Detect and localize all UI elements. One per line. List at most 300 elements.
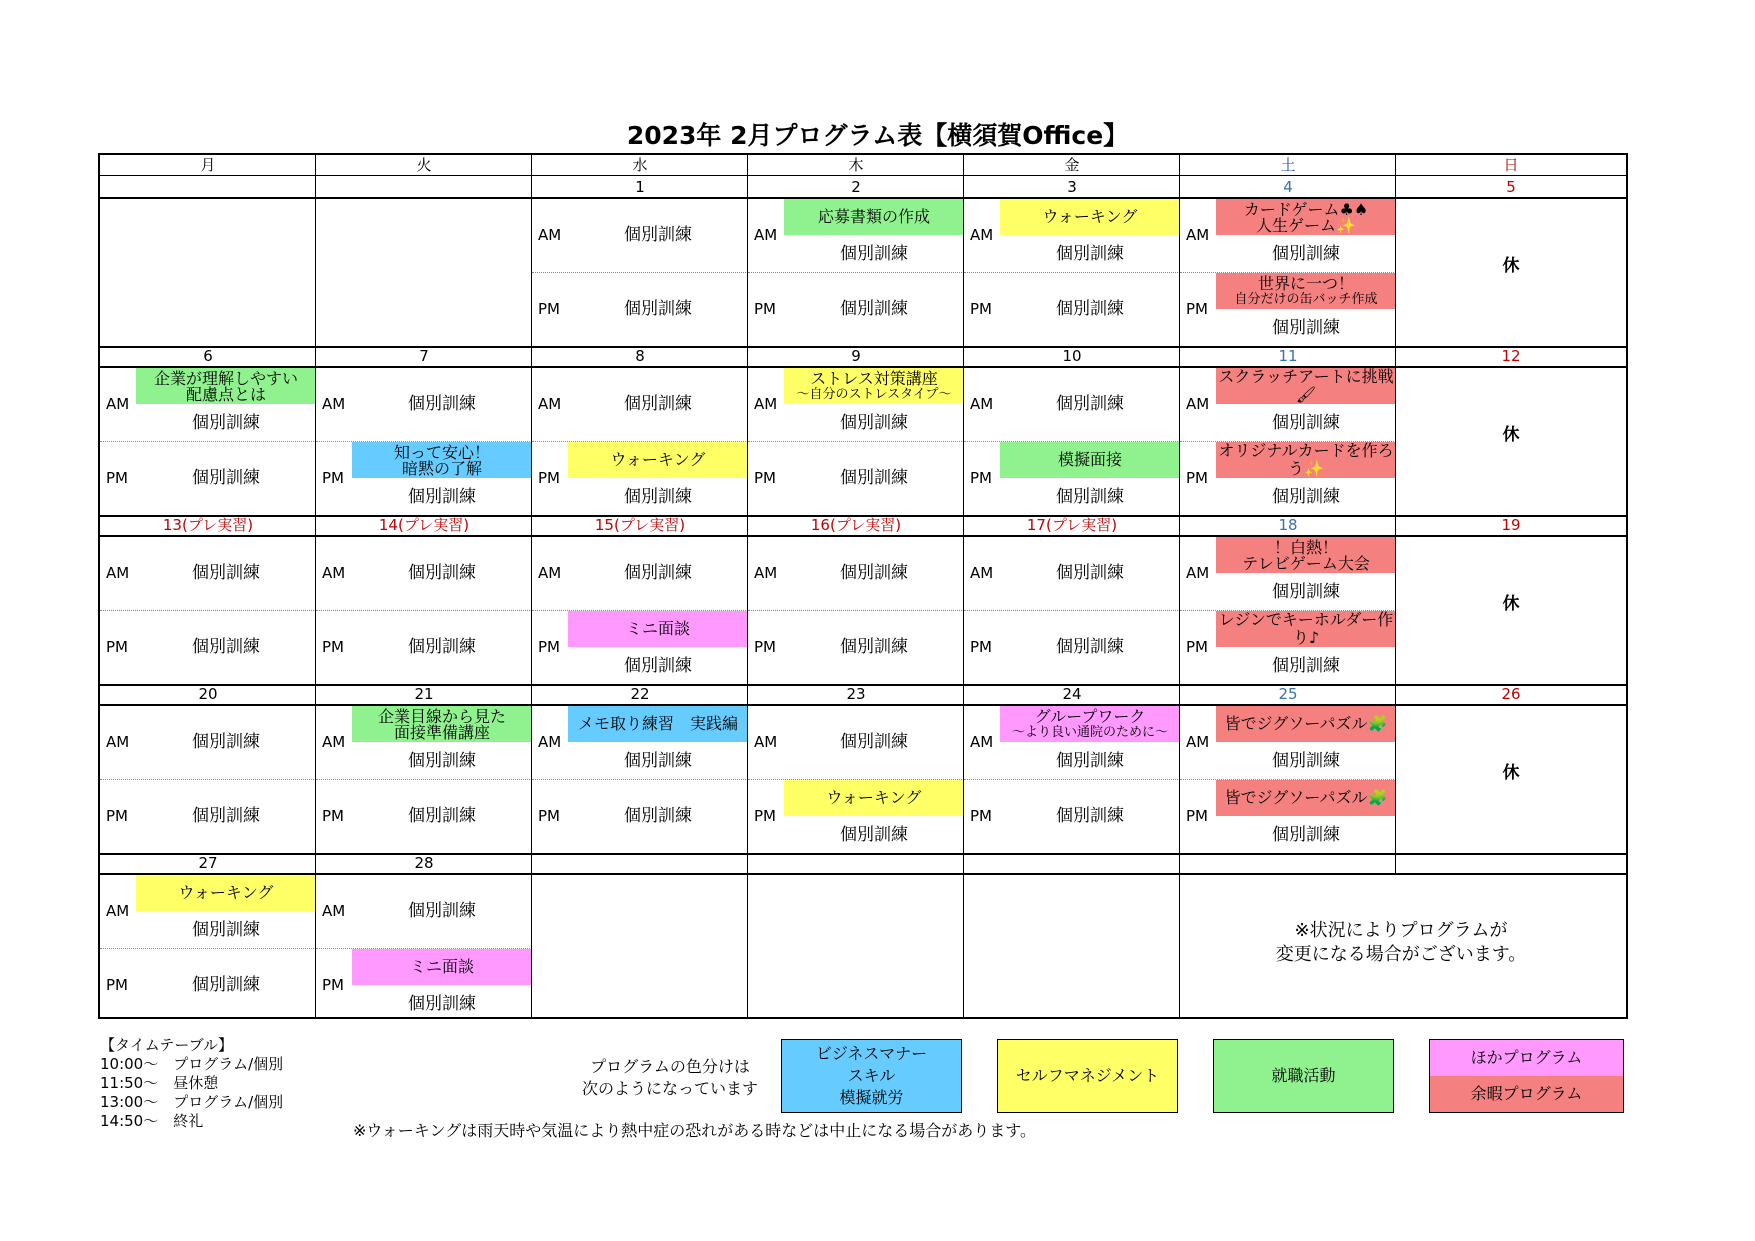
legend-label: 余暇プログラム — [1470, 1084, 1583, 1103]
date-label: 10 — [1062, 347, 1082, 365]
pm-label: PM — [754, 300, 776, 318]
individual-training: 個別訓練 — [624, 299, 692, 319]
am-slot — [532, 537, 748, 611]
holiday-mark: 休 — [1502, 594, 1520, 614]
program-band — [1000, 706, 1180, 742]
date-label: 14(プレ実習) — [378, 516, 470, 534]
date-label: 20 — [198, 685, 218, 703]
grid-line — [531, 155, 532, 853]
day-cell — [100, 706, 316, 853]
date-label: 15(プレ実習) — [594, 516, 686, 534]
program-title: 模擬面接 — [1057, 450, 1122, 469]
am-slot — [748, 537, 964, 611]
holiday-mark: 休 — [1502, 425, 1520, 445]
program-band — [136, 875, 316, 911]
pm-label: PM — [754, 807, 776, 825]
note-line: 変更になる場合がございます。 — [1275, 944, 1527, 965]
am-slot — [748, 368, 964, 442]
individual-training: 個別訓練 — [840, 468, 908, 488]
pm-label: PM — [1186, 807, 1208, 825]
pm-slot — [964, 442, 1180, 515]
pm-label: PM — [1186, 638, 1208, 656]
program-band — [784, 368, 964, 404]
program-band — [568, 611, 748, 647]
am-slot — [100, 368, 316, 442]
program-title: 企業目線から見た — [377, 707, 506, 726]
individual-training: 個別訓練 — [624, 751, 692, 771]
am-label: AM — [106, 902, 130, 920]
schedule-change-note — [1178, 919, 1624, 967]
pm-slot — [532, 611, 748, 684]
time-table-row: 14:50～ 終礼 — [100, 1112, 204, 1130]
date-label: 23 — [846, 685, 866, 703]
date-label: 1 — [635, 178, 645, 196]
am-slot — [1180, 199, 1396, 273]
am-slot — [316, 368, 532, 442]
pm-label: PM — [106, 469, 128, 487]
legend-job-hunting — [1213, 1039, 1394, 1113]
am-label: AM — [538, 564, 562, 582]
pm-label: PM — [322, 638, 344, 656]
individual-training: 個別訓練 — [1056, 751, 1124, 771]
program-title: オリジナルカードを作ろう✨ — [1218, 441, 1394, 478]
am-label: AM — [322, 733, 346, 751]
legend-label: ビジネスマナー — [815, 1044, 928, 1063]
program-title: ストレス対策講座 — [810, 369, 938, 388]
individual-training: 個別訓練 — [1056, 394, 1124, 414]
am-slot — [1180, 706, 1396, 780]
date-label: 19 — [1501, 516, 1521, 534]
individual-training: 個別訓練 — [1056, 487, 1124, 507]
pm-label: PM — [538, 469, 560, 487]
individual-training: 個別訓練 — [408, 751, 476, 771]
am-label: AM — [538, 395, 562, 413]
pm-label: PM — [970, 469, 992, 487]
am-slot — [532, 199, 748, 273]
individual-training: 個別訓練 — [840, 732, 908, 752]
am-label: AM — [1186, 395, 1210, 413]
date-label: 11 — [1278, 347, 1298, 365]
am-slot — [748, 706, 964, 780]
date-label: 2 — [851, 178, 861, 196]
program-band — [568, 442, 748, 478]
pm-slot — [1180, 273, 1396, 346]
note-line: ※状況によりプログラムが — [1294, 920, 1508, 941]
pm-label: PM — [1186, 300, 1208, 318]
individual-training: 個別訓練 — [624, 225, 692, 245]
individual-training: 個別訓練 — [408, 994, 476, 1014]
weekday-header: 水 — [632, 156, 648, 174]
pm-slot — [748, 442, 964, 515]
day-cell — [316, 706, 532, 853]
am-slot — [964, 537, 1180, 611]
day-cell — [748, 537, 964, 684]
program-title: スクラッチアートに挑戦🖌 — [1218, 367, 1394, 404]
am-label: AM — [1186, 564, 1210, 582]
pm-label: PM — [322, 807, 344, 825]
grid-line — [315, 155, 316, 853]
am-label: AM — [970, 564, 994, 582]
date-label: 18 — [1278, 516, 1298, 534]
program-title: ウォーキング — [826, 788, 922, 807]
program-subtitle: 自分だけの缶バッチ作成 — [1234, 292, 1378, 307]
pm-label: PM — [754, 469, 776, 487]
pm-slot — [532, 442, 748, 515]
pm-label: PM — [322, 976, 344, 994]
am-label: AM — [754, 564, 778, 582]
grid-line — [747, 155, 748, 853]
program-band — [1216, 780, 1396, 816]
individual-training: 個別訓練 — [1272, 656, 1340, 676]
program-band — [136, 368, 316, 404]
time-table-heading: 【タイムテーブル】 — [100, 1036, 234, 1054]
am-label: AM — [106, 395, 130, 413]
program-band — [1216, 442, 1396, 478]
pm-slot — [316, 949, 532, 1022]
day-cell — [100, 875, 316, 1022]
individual-training: 個別訓練 — [192, 920, 260, 940]
am-label: AM — [1186, 733, 1210, 751]
grid-line — [315, 853, 316, 1019]
am-slot — [1180, 368, 1396, 442]
time-table-row: 10:00～ プログラム/個別 — [100, 1055, 284, 1073]
date-label: 16(プレ実習) — [810, 516, 902, 534]
program-title: 企業が理解しやすい — [153, 369, 298, 388]
program-title: ミニ面談 — [409, 957, 474, 976]
pm-label: PM — [970, 300, 992, 318]
individual-training: 個別訓練 — [1272, 244, 1340, 264]
program-title: メモ取り練習 実践編 — [577, 714, 738, 733]
day-cell — [1180, 368, 1396, 515]
grid-line — [100, 175, 1626, 176]
am-slot — [316, 537, 532, 611]
pm-slot — [100, 442, 316, 515]
time-table-row: 13:00～ プログラム/個別 — [100, 1093, 284, 1111]
individual-training: 個別訓練 — [1056, 637, 1124, 657]
day-cell — [532, 199, 748, 346]
individual-training: 個別訓練 — [192, 468, 260, 488]
walking-footnote: ※ウォーキングは雨天時や気温により熱中症の恐れがある時などは中止になる場合があります。 — [353, 1121, 1037, 1140]
individual-training: 個別訓練 — [408, 487, 476, 507]
individual-training: 個別訓練 — [192, 637, 260, 657]
legend-label: スキル — [847, 1066, 896, 1085]
program-band — [1216, 368, 1396, 404]
program-title: 世界に一つ！ — [1257, 274, 1354, 293]
time-table-row: 11:50～ 昼休憩 — [100, 1074, 219, 1092]
program-band — [352, 949, 532, 985]
program-title: 応募書類の作成 — [817, 207, 930, 226]
day-cell — [748, 199, 964, 346]
pm-slot — [964, 611, 1180, 684]
am-slot — [748, 199, 964, 273]
program-title: ウォーキング — [610, 450, 706, 469]
individual-training: 個別訓練 — [192, 975, 260, 995]
am-label: AM — [322, 564, 346, 582]
am-label: AM — [970, 733, 994, 751]
holiday-mark: 休 — [1502, 763, 1520, 783]
date-label: 13(プレ実習) — [162, 516, 254, 534]
pm-slot — [748, 780, 964, 853]
pm-label: PM — [106, 807, 128, 825]
pm-slot — [100, 949, 316, 1022]
day-cell — [964, 368, 1180, 515]
date-label: 28 — [414, 854, 434, 872]
date-label: 24 — [1062, 685, 1082, 703]
am-label: AM — [322, 902, 346, 920]
pm-slot — [316, 611, 532, 684]
individual-training: 個別訓練 — [624, 394, 692, 414]
am-slot — [532, 706, 748, 780]
am-label: AM — [322, 395, 346, 413]
program-band — [1216, 537, 1396, 573]
pm-slot — [532, 273, 748, 346]
individual-training: 個別訓練 — [192, 413, 260, 433]
date-label: 12 — [1501, 347, 1521, 365]
grid-line — [747, 853, 748, 1019]
legend-other-program — [1429, 1039, 1624, 1076]
day-cell — [316, 875, 532, 1022]
individual-training: 個別訓練 — [624, 806, 692, 826]
day-cell — [1396, 368, 1626, 515]
program-title: ミニ面談 — [625, 619, 690, 638]
am-label: AM — [538, 226, 562, 244]
day-cell — [964, 537, 1180, 684]
program-band — [1000, 199, 1180, 235]
program-subtitle: 配慮点とは — [185, 385, 266, 404]
pm-slot — [1180, 611, 1396, 684]
page-title: 2023年 2月プログラム表【横須賀Office】 — [626, 121, 1129, 150]
individual-training: 個別訓練 — [408, 901, 476, 921]
day-cell — [100, 368, 316, 515]
day-cell — [1396, 537, 1626, 684]
am-slot — [964, 368, 1180, 442]
date-label: 26 — [1501, 685, 1521, 703]
weekday-header: 火 — [416, 156, 432, 174]
program-subtitle: 面接準備講座 — [393, 723, 490, 742]
program-title: 皆でジグソーパズル🧩 — [1224, 714, 1388, 733]
pm-label: PM — [970, 638, 992, 656]
individual-training: 個別訓練 — [1056, 299, 1124, 319]
individual-training: 個別訓練 — [1272, 413, 1340, 433]
am-slot — [100, 537, 316, 611]
pm-label: PM — [538, 638, 560, 656]
program-band — [1216, 706, 1396, 742]
individual-training: 個別訓練 — [408, 394, 476, 414]
individual-training: 個別訓練 — [192, 806, 260, 826]
date-label: 4 — [1283, 178, 1293, 196]
program-band — [1216, 611, 1396, 647]
program-band — [352, 442, 532, 478]
pm-slot — [748, 273, 964, 346]
weekday-header: 月 — [200, 156, 216, 174]
grid-line — [1395, 853, 1396, 873]
pm-slot — [964, 780, 1180, 853]
am-slot — [532, 368, 748, 442]
pm-slot — [748, 611, 964, 684]
day-cell — [100, 199, 316, 346]
individual-training: 個別訓練 — [840, 563, 908, 583]
pm-slot — [1180, 442, 1396, 515]
individual-training: 個別訓練 — [1056, 244, 1124, 264]
individual-training: 個別訓練 — [840, 299, 908, 319]
day-cell — [532, 706, 748, 853]
am-slot — [964, 706, 1180, 780]
weekday-header: 土 — [1280, 156, 1296, 174]
individual-training: 個別訓練 — [1272, 825, 1340, 845]
pm-slot — [532, 780, 748, 853]
weekday-header: 日 — [1503, 156, 1519, 174]
program-band — [784, 199, 964, 235]
individual-training: 個別訓練 — [1272, 582, 1340, 602]
day-cell — [100, 537, 316, 684]
program-subtitle: 人生ゲーム✨ — [1256, 216, 1356, 235]
legend-label: 模擬就労 — [839, 1088, 904, 1107]
day-cell — [1180, 199, 1396, 346]
pm-slot — [100, 780, 316, 853]
program-title: ウォーキング — [1042, 207, 1138, 226]
am-label: AM — [970, 226, 994, 244]
pm-label: PM — [1186, 469, 1208, 487]
am-slot — [964, 199, 1180, 273]
individual-training: 個別訓練 — [408, 806, 476, 826]
individual-training: 個別訓練 — [840, 825, 908, 845]
pm-slot — [316, 780, 532, 853]
date-label: 25 — [1278, 685, 1298, 703]
program-band — [1216, 199, 1396, 235]
grid-line — [1179, 155, 1180, 853]
individual-training: 個別訓練 — [192, 563, 260, 583]
program-band — [1216, 273, 1396, 309]
pm-slot — [316, 442, 532, 515]
am-label: AM — [754, 395, 778, 413]
program-title: グループワーク — [1034, 707, 1146, 726]
individual-training: 個別訓練 — [840, 413, 908, 433]
am-label: AM — [538, 733, 562, 751]
pm-label: PM — [538, 807, 560, 825]
weekday-header: 木 — [848, 156, 864, 174]
day-cell — [1180, 706, 1396, 853]
date-label: 17(プレ実習) — [1026, 516, 1118, 534]
pm-label: PM — [106, 638, 128, 656]
day-cell — [316, 368, 532, 515]
day-cell — [316, 537, 532, 684]
program-subtitle: ～より良い通院のために～ — [1011, 725, 1168, 740]
program-subtitle: テレビゲーム大会 — [1242, 554, 1370, 573]
individual-training: 個別訓練 — [1272, 751, 1340, 771]
date-label: 5 — [1506, 178, 1516, 196]
day-cell — [1396, 199, 1626, 346]
individual-training: 個別訓練 — [624, 563, 692, 583]
pm-label: PM — [970, 807, 992, 825]
day-cell — [1396, 706, 1626, 853]
am-slot — [1180, 537, 1396, 611]
pm-slot — [1180, 780, 1396, 853]
date-label: 27 — [198, 854, 218, 872]
day-cell — [532, 368, 748, 515]
am-label: AM — [106, 733, 130, 751]
day-cell — [532, 537, 748, 684]
grid-line — [963, 155, 964, 853]
legend-intro-line: 次のようになっています — [581, 1079, 758, 1098]
time-table — [100, 1036, 283, 1131]
program-band — [568, 706, 748, 742]
program-title: 知って安心！ — [393, 443, 490, 462]
pm-label: PM — [106, 976, 128, 994]
program-subtitle: ～自分のストレスタイプ～ — [796, 387, 952, 402]
am-label: AM — [754, 733, 778, 751]
program-title: ！白熱！ — [1273, 538, 1338, 557]
am-label: AM — [1186, 226, 1210, 244]
am-label: AM — [754, 226, 778, 244]
program-calendar — [98, 153, 1628, 1019]
individual-training: 個別訓練 — [1056, 563, 1124, 583]
individual-training: 個別訓練 — [840, 244, 908, 264]
program-band — [1000, 442, 1180, 478]
grid-line — [1395, 155, 1396, 853]
program-title: レジンでキーホルダー作り♪ — [1218, 610, 1394, 647]
legend-self-management — [997, 1039, 1178, 1113]
am-slot — [100, 706, 316, 780]
individual-training: 個別訓練 — [624, 487, 692, 507]
program-band — [352, 706, 532, 742]
legend-label: セルフマネジメント — [1015, 1066, 1160, 1085]
day-cell — [748, 706, 964, 853]
day-cell — [1180, 537, 1396, 684]
weekday-header: 金 — [1064, 156, 1080, 174]
am-label: AM — [970, 395, 994, 413]
legend-business-skill — [781, 1039, 962, 1113]
date-label: 22 — [630, 685, 650, 703]
individual-training: 個別訓練 — [192, 732, 260, 752]
individual-training: 個別訓練 — [840, 637, 908, 657]
legend-intro-line: プログラムの色分けは — [590, 1057, 750, 1076]
program-subtitle: 暗黙の了解 — [401, 459, 482, 478]
legend-leisure-program — [1429, 1076, 1624, 1113]
legend-label: ほかプログラム — [1470, 1048, 1583, 1067]
pm-slot — [964, 273, 1180, 346]
date-label: 9 — [851, 347, 861, 365]
day-cell — [748, 368, 964, 515]
individual-training: 個別訓練 — [1272, 318, 1340, 338]
am-slot — [100, 875, 316, 949]
program-band — [784, 780, 964, 816]
am-slot — [316, 706, 532, 780]
legend-intro — [570, 1056, 770, 1100]
day-cell — [964, 199, 1180, 346]
am-slot — [316, 875, 532, 949]
grid-line — [963, 853, 964, 1019]
am-label: AM — [106, 564, 130, 582]
date-label: 3 — [1067, 178, 1077, 196]
grid-line — [531, 853, 532, 1019]
individual-training: 個別訓練 — [408, 563, 476, 583]
date-label: 6 — [203, 347, 213, 365]
pm-label: PM — [754, 638, 776, 656]
date-label: 7 — [419, 347, 429, 365]
program-title: ウォーキング — [178, 883, 274, 902]
date-label: 21 — [414, 685, 434, 703]
day-cell — [316, 199, 532, 346]
day-cell — [964, 706, 1180, 853]
pm-slot — [100, 611, 316, 684]
program-title: カードゲーム♣♠ — [1243, 200, 1369, 219]
program-title: 皆でジグソーパズル🧩 — [1224, 788, 1388, 807]
individual-training: 個別訓練 — [624, 656, 692, 676]
pm-label: PM — [538, 300, 560, 318]
legend-label: 就職活動 — [1271, 1066, 1336, 1085]
pm-label: PM — [322, 469, 344, 487]
individual-training: 個別訓練 — [1056, 806, 1124, 826]
